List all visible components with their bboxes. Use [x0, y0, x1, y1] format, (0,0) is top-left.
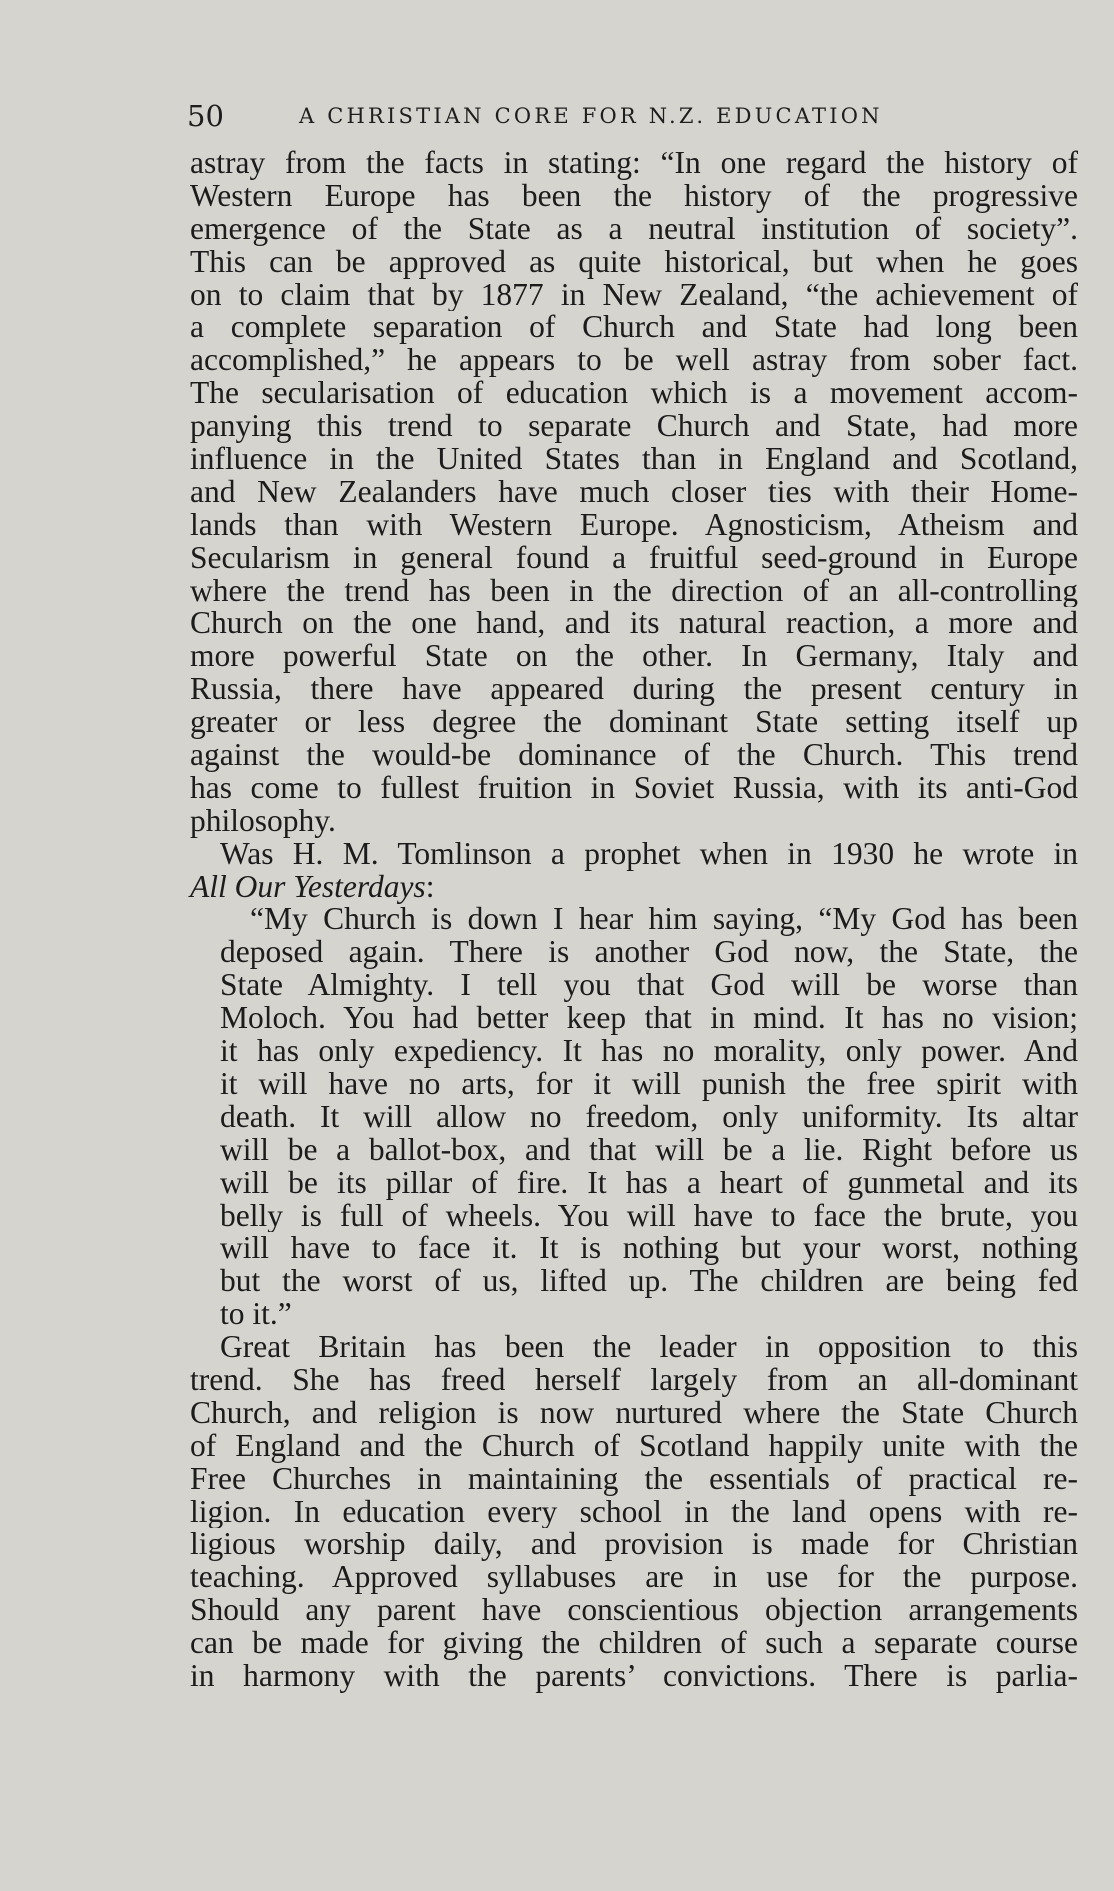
paragraph-3: [190, 1331, 1078, 1693]
text-line: lands than with Western Europe. Agnosticism, Atheism and: [190, 508, 1078, 542]
text-line: has come to fullest fruition in Soviet Russia, with its anti-God: [190, 771, 1078, 805]
text-line: Should any parent have conscientious objection arrangements: [190, 1594, 1078, 1628]
quote-line: to it.”: [220, 1296, 292, 1332]
text-line: Great Britain has been the leader in opposition to this: [220, 1331, 1078, 1364]
paragraph-2: [190, 838, 1078, 904]
text-line: emergence of the State as a neutral institution of society”.: [190, 212, 1078, 246]
text-line: This can be approved as quite historical, but when he goes: [190, 245, 1078, 279]
text-line: of England and the Church of Scotland happily unite with the: [190, 1429, 1078, 1463]
text-line: influence in the United States than in England and Scotland,: [190, 443, 1078, 476]
quote-line: it will have no arts, for it will punish the free spirit with: [220, 1067, 1078, 1101]
paragraph-1: [190, 147, 1078, 838]
quote-line: will have to face it. It is nothing but your worst, nothing: [220, 1232, 1078, 1266]
text-line: teaching. Approved syllabuses are in use for the purpose.: [190, 1561, 1078, 1595]
quote-line: death. It will allow no freedom, only uniformity. Its altar: [220, 1100, 1078, 1134]
text-line: philosophy.: [190, 802, 336, 838]
text-line: ligious worship daily, and provision is made for Christian: [190, 1528, 1078, 1562]
text-line: can be made for giving the children of such a separate course: [190, 1627, 1078, 1660]
text-line: Church, and religion is now nurtured where the State Church: [190, 1396, 1078, 1430]
quote-line: but the worst of us, lifted up. The children are being fed: [220, 1265, 1078, 1299]
text-line: more powerful State on the other. In Germany, Italy and: [190, 640, 1078, 674]
quote-line: deposed again. There is another God now, the State, the: [220, 936, 1078, 970]
text-line: The secularisation of education which is a movement accom-: [190, 377, 1078, 411]
text-line: panying this trend to separate Church and State, had more: [190, 410, 1078, 444]
text-line: Was H. M. Tomlinson a prophet when in 1930 he wrote in: [220, 837, 1078, 871]
quote-line: it has only expediency. It has no morality, only power. And: [220, 1035, 1078, 1068]
quote-line: will be a ballot-box, and that will be a lie. Right before us: [220, 1133, 1078, 1167]
block-quote: [190, 903, 1078, 1331]
text-line: Western Europe has been the history of the progressive: [190, 179, 1078, 213]
title-colon: :: [425, 868, 435, 904]
quote-line: will be its pillar of fire. It has a heart of gunmetal and its: [220, 1166, 1078, 1200]
text-line: ligion. In education every school in the land opens with re-: [190, 1495, 1078, 1529]
text-line: a complete separation of Church and State had long been: [190, 311, 1078, 345]
book-title: All Our Yesterdays: [190, 868, 426, 904]
text-line: trend. She has freed herself largely from an all-dominant: [190, 1363, 1078, 1397]
text-line: Russia, there have appeared during the present century in: [190, 673, 1078, 707]
quote-line: belly is full of wheels. You will have to face the brute, you: [220, 1199, 1078, 1233]
quote-line: Moloch. You had better keep that in mind. It has no vision;: [220, 1002, 1078, 1036]
text-line: accomplished,” he appears to be well astray from sober fact.: [190, 344, 1078, 378]
running-head: A CHRISTIAN CORE FOR N.Z. EDUCATION: [299, 104, 883, 128]
text-line: greater or less degree the dominant State setting itself up: [190, 706, 1078, 740]
text-line: astray from the facts in stating: “In one regard the history of: [190, 147, 1078, 180]
text-line: in harmony with the parents’ convictions. There is parlia-: [190, 1659, 1078, 1693]
text-line: and New Zealanders have much closer ties with their Home-: [190, 475, 1078, 509]
page-number: 50: [187, 99, 224, 133]
text-line: where the trend has been in the direction of an all-controlling: [190, 574, 1078, 608]
text-line: against the would-be dominance of the Church. This trend: [190, 739, 1078, 772]
quote-line: “My Church is down I hear him saying, “My God has been: [250, 903, 1078, 937]
page-header: [187, 96, 1007, 136]
text-line: on to claim that by 1877 in New Zealand, “the achievement of: [190, 278, 1078, 312]
text-line: [190, 868, 1078, 904]
text-line: Church on the one hand, and its natural reaction, a more and: [190, 607, 1078, 641]
quote-line: State Almighty. I tell you that God will be worse than: [220, 969, 1078, 1003]
text-line: Secularism in general found a fruitful seed-ground in Europe: [190, 541, 1078, 575]
body-text: [190, 147, 1078, 1693]
text-line: Free Churches in maintaining the essentials of practical re-: [190, 1462, 1078, 1496]
